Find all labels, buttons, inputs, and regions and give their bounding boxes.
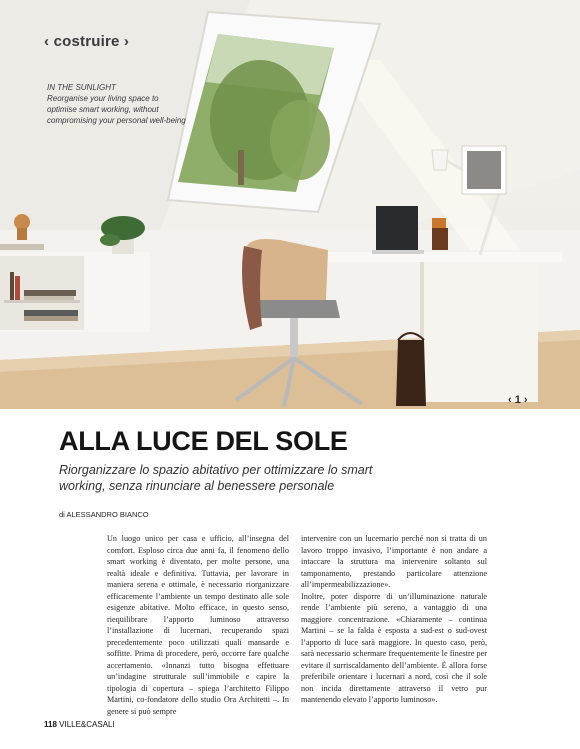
body-paragraph: intervenire con un lucernario perché non si tratta di un lavoro troppo invasivo, l’importante è non andare a intaccare la struttura ma intervenire soltanto sul tamponamento, prestando particolare attenzione all’impermeabilizzazione». bbox=[301, 534, 487, 589]
figure-number: ‹ 1 › bbox=[508, 394, 528, 406]
section-label: ‹ costruire › bbox=[44, 33, 130, 50]
body-column-right bbox=[301, 533, 487, 706]
page-number: 118 bbox=[44, 720, 57, 729]
body-paragraph: Inoltre, poter disporre di un’illuminazione naturale rende l’ambiente più sereno, a vantaggio di una maggiore concentrazione. «Chiaramente – continua Martini – se la falda è esposta a sud-est o sud-ovest l’apporto di luce sarà maggiore. In questo caso, però, sarà necessario schermare frequentemente le finestre per evitare il surriscaldamento dell’ambiente. È allora forse preferibile orientare i lucernari a nord, così che il sole non incida direttamente attraverso il vetro pur mantenendo elevato l’apporto luminoso». bbox=[301, 591, 487, 704]
article-headline: ALLA LUCE DEL SOLE bbox=[59, 426, 348, 456]
body-paragraph: Un luogo unico per casa e ufficio, all’insegna del comfort. Esploso circa due anni fa, il fenomeno dello smart working è diventato, per molte persone, una realtà ideale e definitiva. Tuttavia, per lavorare in maniera serena e ottimale, è necessario riorganizzare efficacemente l’ambiente un tempo destinato alle sole esigenze abitative. Molto efficace, in questo senso, riequilibrare l’apporto luminoso attraverso l’installazione di lucernari, recuperando spazi precedentemente poco utilizzati quali mansarde e soffitte. Prima di procedere, però, occorre fare qualche accertamento. «Innanzi tutto bisogna effettuare un’indagine strutturale sull’immobile e capire la tipologia di copertura – spiega l’architetto Filippo Martini, co-fondatore dello studio Ora Architetti –. In genere si può sempre bbox=[107, 534, 289, 716]
article-byline: di ALESSANDRO BIANCO bbox=[59, 510, 149, 519]
body-column-left bbox=[107, 533, 289, 717]
page-folio bbox=[44, 720, 115, 729]
caption-title: IN THE SUNLIGHT bbox=[47, 83, 116, 92]
article-standfirst: Riorganizzare lo spazio abitativo per ottimizzare lo smart working, senza rinunciare al benessere personale bbox=[59, 463, 373, 493]
photo-caption bbox=[47, 82, 187, 126]
caption-body: Reorganise your living space to optimise smart working, without compromising your personal well-being bbox=[47, 94, 186, 125]
magazine-name: VILLE&CASALI bbox=[59, 720, 115, 729]
